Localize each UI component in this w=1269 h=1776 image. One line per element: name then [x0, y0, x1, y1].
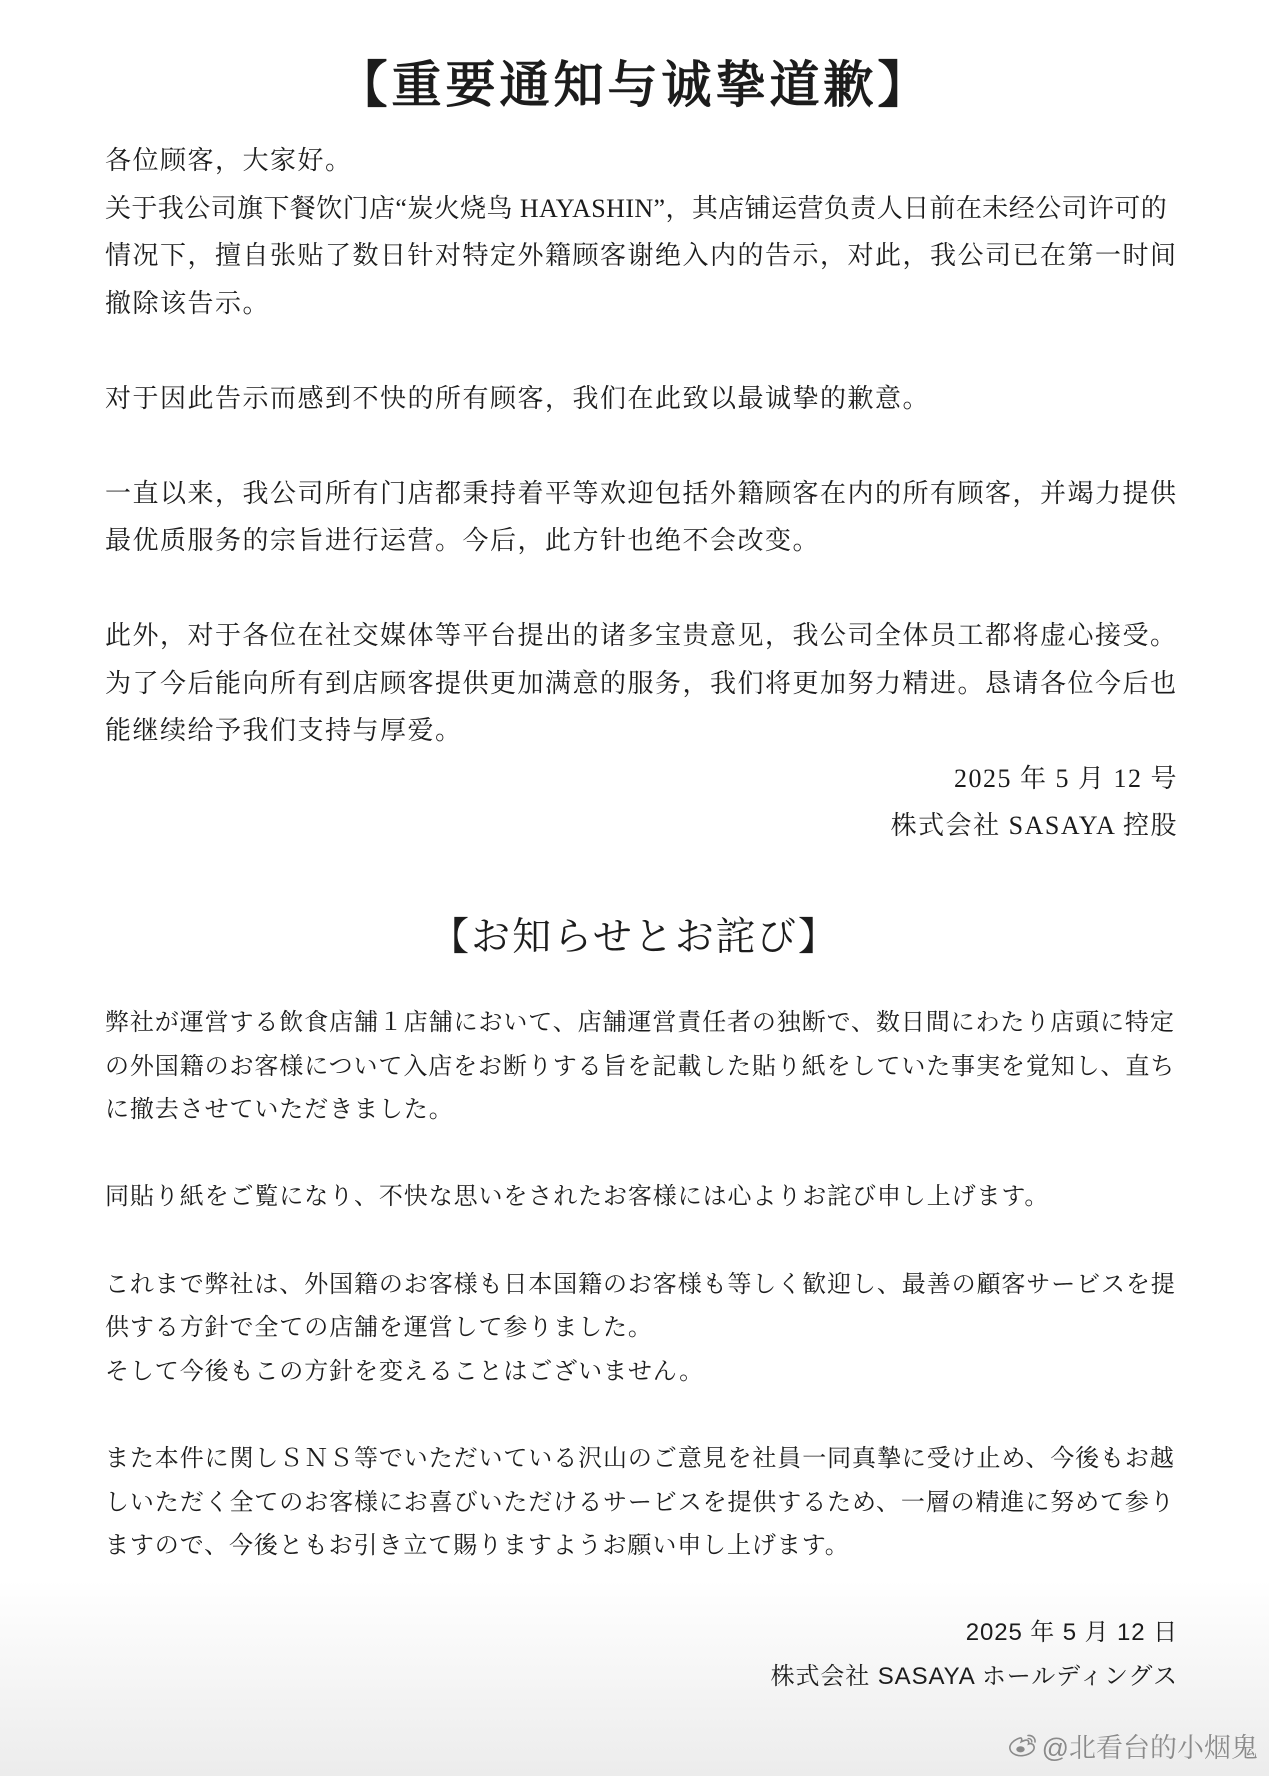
weibo-logo-icon — [1008, 1732, 1038, 1758]
japanese-body — [105, 1001, 1178, 1699]
text-line: 供する方針で全ての店舗を運営して参りました。 — [105, 1314, 653, 1342]
text-line: 一直以来，我公司所有门店都秉持着平等欢迎包括外籍顾客在内的所有顾客，并竭力提供 — [105, 478, 1178, 508]
text-line: 各位顾客，大家好。 — [105, 146, 353, 175]
text-line: 此外，对于各位在社交媒体等平台提出的诸多宝贵意见，我公司全体员工都将虚心接受。 — [105, 621, 1178, 650]
text-line: ますので、今後ともお引き立て賜りますようお願い申し上げます。 — [105, 1532, 850, 1560]
text-line: しいただく全てのお客様にお喜びいただけるサービスを提供するため、一層の精進に努めて参り — [105, 1488, 1175, 1516]
text-line: 同貼り紙をご覧になり、不快な思いをされたお客様には心よりお詫び申し上げます。 — [105, 1183, 1050, 1211]
japanese-signature — [105, 1611, 1178, 1698]
weibo-watermark — [1008, 1727, 1258, 1763]
japanese-paragraph-1 — [105, 1001, 1178, 1132]
text-line: 对于因此告示而感到不快的所有顾客，我们在此致以最诚挚的歉意。 — [105, 383, 931, 413]
japanese-title: 【お知らせとお詫び】 — [430, 916, 839, 959]
text-line: また本件に関しＳＮＳ等でいただいている沢山のご意見を社員一同真摯に受け止め、今後もお越 — [105, 1444, 1175, 1472]
chinese-paragraph-4 — [105, 612, 1178, 850]
chinese-paragraph-2 — [105, 375, 1178, 423]
chinese-paragraph-3 — [105, 470, 1178, 565]
watermark-handle: @北看台的小烟鬼 — [1041, 1732, 1258, 1763]
text-line: そして今後もこの方針を変えることはございません。 — [105, 1357, 705, 1385]
text-line: 为了今后能向所有到店顾客提供更加满意的服务，我们将更加努力精进。恳请各位今后也 — [105, 668, 1178, 698]
text-line: 撤除该告示。 — [105, 288, 271, 318]
japanese-paragraph-3 — [105, 1263, 1178, 1394]
chinese-title: 【重要通知与诚挚道歉】 — [337, 57, 932, 113]
text-line: 能继续给予我们支持与厚爱。 — [105, 716, 463, 745]
japanese-company-name: 株式会社 SASAYA ホールディングス — [770, 1662, 1178, 1690]
text-line: 情况下，擅自张贴了数日针对特定外籍顾客谢绝入内的告示，对此，我公司已在第一时间 — [105, 241, 1178, 270]
text-line: 关于我公司旗下餐饮门店“炭火烧鸟 HAYASHIN”，其店铺运营负责人日前在未经公司许可的 — [105, 193, 1168, 223]
chinese-paragraph-1 — [105, 137, 1178, 327]
text-line: 弊社が運営する飲食店舗１店舗において、店舗運営責任者の独断で、数日間にわたり店頭に特定 — [105, 1009, 1175, 1036]
chinese-company-name: 株式会社 SASAYA 控股 — [890, 811, 1178, 840]
chinese-body — [105, 137, 1178, 850]
japanese-date: 2025 年 5 月 12 日 — [965, 1619, 1178, 1647]
text-line: これまで弊社は、外国籍のお客様も日本国籍のお客様も等しく歓迎し、最善の顧客サービスを提 — [105, 1270, 1176, 1298]
japanese-paragraph-2 — [105, 1175, 1178, 1219]
text-line: に撤去させていただきました。 — [105, 1096, 454, 1124]
chinese-date: 2025 年 5 月 12 号 — [953, 763, 1178, 793]
japanese-paragraph-4 — [105, 1437, 1178, 1568]
text-line: の外国籍のお客様について入店をお断りする旨を記載した貼り紙をしていた事実を覚知し、直ち — [105, 1052, 1176, 1080]
text-line: 最优质服务的宗旨进行运营。今后，此方针也绝不会改变。 — [105, 526, 821, 555]
